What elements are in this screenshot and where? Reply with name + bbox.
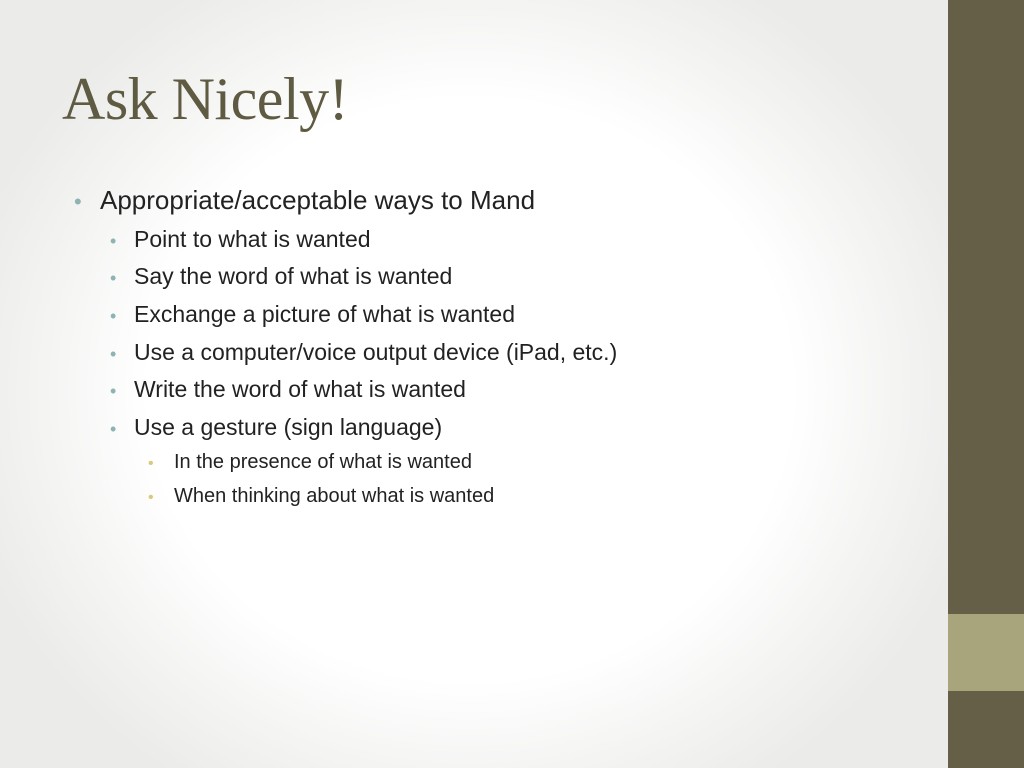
list-item-text: Use a computer/voice output device (iPad, etc.) xyxy=(134,339,618,365)
list-item-level2 xyxy=(110,375,466,405)
slide-title: Ask Nicely! xyxy=(62,66,349,132)
bullet-dot-icon: • xyxy=(148,489,154,506)
list-item-text: Appropriate/acceptable ways to Mand xyxy=(100,185,536,215)
list-item-text: Exchange a picture of what is wanted xyxy=(134,301,516,327)
list-item-level3 xyxy=(148,484,494,510)
list-item-text: Use a gesture (sign language) xyxy=(134,414,443,440)
sidebar-accent-block xyxy=(948,614,1024,691)
list-item-level2 xyxy=(110,413,442,443)
bullet-dot-icon: • xyxy=(110,231,117,251)
bullet-dot-icon: • xyxy=(148,455,154,472)
list-item-text: Write the word of what is wanted xyxy=(134,376,466,402)
list-item-level2 xyxy=(110,338,617,368)
list-item-level3 xyxy=(148,450,472,476)
list-item-text: When thinking about what is wanted xyxy=(174,485,495,507)
bullet-dot-icon: • xyxy=(74,189,82,214)
list-item-level2 xyxy=(110,300,515,330)
list-item-level2 xyxy=(110,225,371,255)
list-item-level2 xyxy=(110,262,452,292)
list-item-text: Say the word of what is wanted xyxy=(134,263,453,289)
bullet-dot-icon: • xyxy=(110,344,117,364)
bullet-dot-icon: • xyxy=(110,419,117,439)
list-item-text: In the presence of what is wanted xyxy=(174,451,472,473)
bullet-dot-icon: • xyxy=(110,381,117,401)
bullet-dot-icon: • xyxy=(110,306,117,326)
list-item-text: Point to what is wanted xyxy=(134,226,371,252)
bullet-dot-icon: • xyxy=(110,268,117,288)
list-item-level1 xyxy=(74,184,535,218)
